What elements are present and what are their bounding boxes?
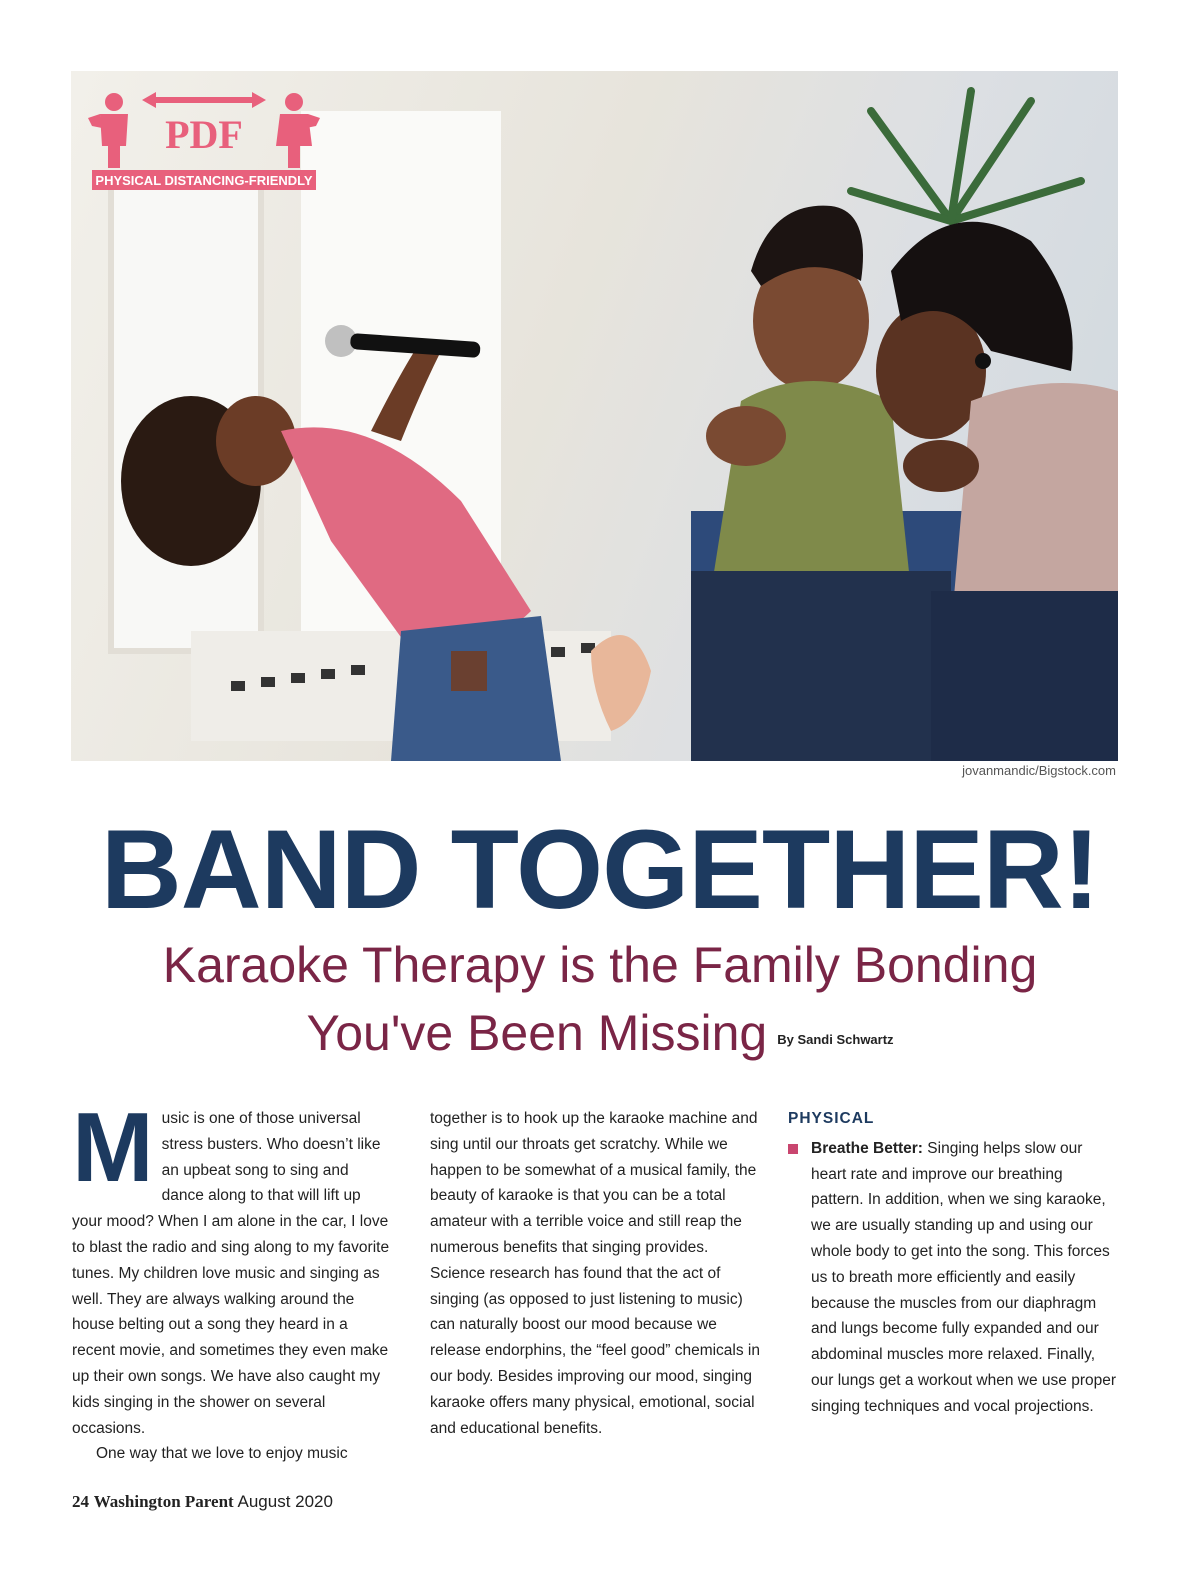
physical-distancing-logo-icon <box>86 88 322 192</box>
body-column-1 <box>72 1092 392 1467</box>
sidebar-column <box>788 1106 1118 1420</box>
photo-credit: jovanmandic/Bigstock.com <box>962 763 1116 778</box>
article-subtitle-line2: You've Been Missing <box>306 1005 768 1061</box>
footer-page-number: 24 <box>72 1492 89 1511</box>
drop-cap: M <box>72 1092 154 1202</box>
body-paragraph-1 <box>72 1092 392 1441</box>
body-paragraph-1-text: usic is one of those universal stress busters. Who doesn’t like an upbeat song to sing and dance along to that will lift up your mood? When I am alone in the car, I love to blast the radio and sing along to my favorite tunes. My children love music and singing as well. They are always walking around the house belting out a song they heard in a recent movie, and sometimes they even make up their own songs. We have also caught my kids singing in the shower on several occasions. <box>72 1110 390 1437</box>
bullet-text: Singing helps slow our heart rate and improve our breathing pattern. In addition, when we sing karaoke, we are usually standing up and using our whole body to get into the song. This forces us to breath more efficiently and easily because the muscles from our diaphragm and lungs become fully expanded and our abdominal muscles more relaxed. Finally, our lungs get a workout when we use proper singing techniques and vocal projections. <box>811 1139 1117 1415</box>
section-heading-physical: PHYSICAL <box>788 1110 875 1127</box>
bullet-breathe-better <box>788 1136 1118 1420</box>
footer-issue: August 2020 <box>237 1492 333 1511</box>
page-footer <box>72 1492 333 1512</box>
body-paragraph-2-start: One way that we love to enjoy music <box>96 1445 348 1463</box>
badge-caption: PHYSICAL DISTANCING-FRIENDLY <box>95 173 313 188</box>
footer-publication: Washington Parent <box>93 1492 234 1511</box>
body-paragraph-2-continued: together is to hook up the karaoke machine and sing until our throats get scratchy. While we happen to be somewhat of a musical family, the beauty of karaoke is that you can be a total amateur with a terrible voice and still reap the numerous benefits that singing provides. Science research has found that the act of singing (as opposed to just listening to music) can naturally boost our mood because we release endorphins, the “feel good” chemicals in our body. Besides improving our mood, singing karaoke offers many physical, emotional, social and educational benefits. <box>430 1110 760 1437</box>
bullet-square-icon <box>788 1144 798 1154</box>
article-subtitle-line2-row <box>0 1002 1200 1064</box>
physical-distancing-badge <box>86 88 322 192</box>
body-column-2 <box>430 1106 760 1441</box>
article-title: BAND TOGETHER! <box>100 807 1100 932</box>
article-byline: By Sandi Schwartz <box>777 1032 894 1047</box>
badge-logo-text: PDF <box>165 112 243 157</box>
article-subtitle-line1: Karaoke Therapy is the Family Bonding <box>162 937 1038 993</box>
bullet-title: Breathe Better: <box>811 1139 923 1157</box>
